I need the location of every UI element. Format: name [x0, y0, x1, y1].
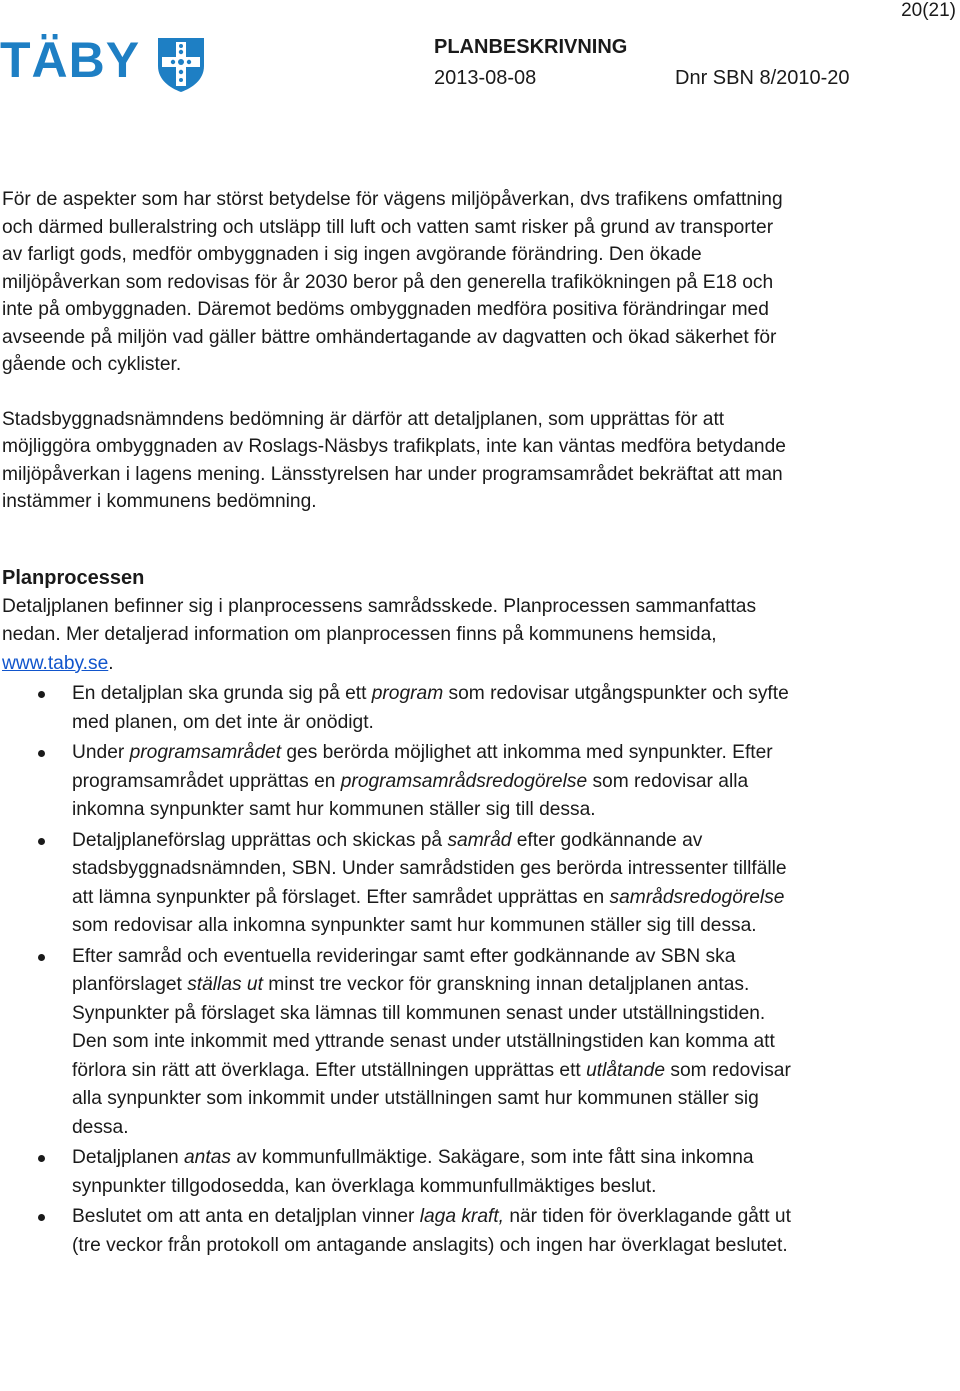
step-text: som redovisar utgångspunkter och syfte med planen, om det inte är onödigt. [72, 683, 789, 733]
bullet-icon [38, 691, 45, 698]
document-date: 2013-08-08 [434, 67, 537, 89]
list-item [2, 827, 792, 941]
bullet-icon [38, 1155, 45, 1162]
plan-process-steps [2, 680, 792, 1260]
bullet-icon [38, 1214, 45, 1221]
step-text: ges berörda möjlighet att inkomma med synpunkter. Efter programsamrådet upprättas en [72, 742, 773, 792]
step-term: program [371, 683, 444, 704]
step-text: när tiden för överklagande gått ut (tre veckor från protokoll om antagande anslagits) och ingen har överklagat beslutet. [72, 1206, 791, 1256]
list-item [2, 943, 792, 1143]
step-text: av kommunfullmäktige. Sakägare, som inte fått sina inkomna synpunkter tillgodosedda, kan överklaga kommunfullmäktiges beslut. [72, 1147, 754, 1197]
paragraph-assessment: Stadsbyggnadsnämndens bedömning är därför att detaljplanen, som upprättas för att möjliggöra ombyggnaden av Roslags-Näsbys trafikplats, inte kan väntas medföra betydande miljöpåverkan i lagens mening. Länsstyrelsen har under programsamrådet bekräftat att man instämmer i kommunens bedömning. [2, 408, 786, 512]
taby-logo [0, 32, 206, 99]
step-text: som redovisar alla inkomna synpunkter samt hur kommunen ställer sig till dessa. [72, 770, 749, 820]
logo-wordmark: TÄBY [0, 32, 141, 88]
step-text: Detaljplanen [72, 1147, 185, 1168]
paragraph-environmental-impact: För de aspekter som har störst betydelse för vägens miljöpåverkan, dvs trafikens omfattning och därmed bulleralstring och utsläpp till luft och vatten samt risker på grund av transporter av farligt gods, medför ombyggnaden i sig ingen avgörande förändring. Den ökade miljöpåverkan som redovisas för år 2030 beror på den generella trafikökningen på E18 och inte på ombyggnaden. Däremot bedöms ombyggnaden medföra positiva förändringar med avseende på miljön vad gäller bättre omhändertagande av dagvatten och ökad säkerhet för gående och cyklister. [2, 189, 783, 375]
step-term: programsamrådsredogörelse [340, 770, 588, 792]
list-item [2, 1203, 792, 1260]
step-text: som redovisar alla synpunkter som inkommit under utställningen samt hur kommunen ställer sig dessa. [72, 1059, 791, 1138]
document-body [2, 186, 792, 1262]
bullet-icon [38, 838, 45, 845]
list-item [2, 680, 792, 737]
step-text: Detaljplaneförslag upprättas och skickas på [72, 829, 448, 851]
document-type: PLANBESKRIVNING [434, 36, 628, 58]
step-term: samråd [447, 829, 512, 851]
step-term: programsamrådet [129, 742, 282, 763]
page-number: 20(21) [901, 0, 956, 21]
step-term: utlåtande [586, 1059, 666, 1081]
bullet-icon [38, 954, 45, 961]
section-intro [2, 593, 792, 679]
step-term: antas [184, 1147, 231, 1168]
step-text: efter godkännande av stadsbyggnadsnämnden, SBN. Under samrådstiden ges berörda intressenter tillfälle att lämna synpunkter på förslaget. Efter samrådet upprättas en [72, 829, 787, 908]
list-item [2, 1144, 792, 1201]
step-text: En detaljplan ska grunda sig på ett [72, 683, 372, 704]
document-reference: Dnr SBN 8/2010-20 [675, 67, 850, 89]
shield-cross-icon [156, 36, 206, 99]
step-text: Beslutet om att anta en detaljplan vinner [72, 1206, 420, 1227]
step-term: ställas ut [187, 974, 263, 995]
step-text: Efter samråd och eventuella revideringar samt efter godkännande av SBN ska planförslaget [72, 945, 736, 995]
step-term: laga kraft, [419, 1206, 504, 1227]
intro-text: Detaljplanen befinner sig i planprocessens samrådsskede. Planprocessen sammanfattas nedan. Mer detaljerad information om planprocessen finns på kommunens hemsida, [2, 595, 757, 645]
step-text: Under [72, 742, 130, 763]
step-text: som redovisar alla inkomna synpunkter samt hur kommunen ställer sig till dessa. [72, 915, 757, 936]
step-text: minst tre veckor för granskning innan detaljplanen antas. Synpunkter på förslaget ska lämnas till kommunen senast under utställningstiden. Den som inte inkommit med yttrande senast under utställningstiden kan komma att förlora sin rätt att överklaga. Efter utställningen upprättas ett [72, 974, 775, 1081]
bullet-icon [38, 750, 45, 757]
list-item [2, 739, 792, 825]
section-heading-planprocessen: Planprocessen [2, 566, 145, 589]
step-term: samrådsredogörelse [609, 886, 785, 908]
municipality-website-link[interactable]: www.taby.se [2, 652, 109, 674]
intro-end: . [108, 652, 114, 674]
